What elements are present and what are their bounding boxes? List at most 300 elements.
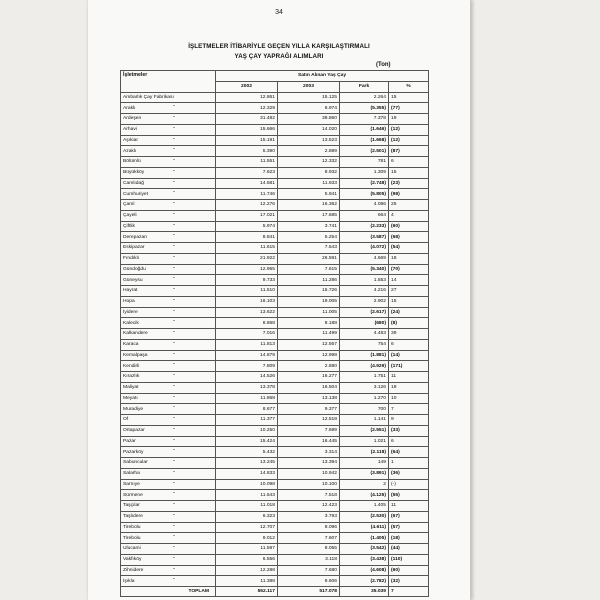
ditto-mark: " [173,126,175,132]
table-row [121,286,429,297]
row-value-fark: (2.530) [340,511,389,522]
ditto-mark: " [173,255,175,261]
row-value-fark: (5.355) [340,103,389,114]
row-name-cell [121,576,216,587]
row-name: İşıkla [123,578,135,584]
row-value-percent: (110) [389,554,429,565]
row-value-percent: (68) [389,232,429,243]
row-name: Pazarköy [123,449,144,455]
table-row [121,425,429,436]
row-value-percent: 11 [389,501,429,512]
total-row [121,587,429,597]
ditto-mark: " [173,309,175,315]
row-value-percent: (171) [389,361,429,372]
row-name: Araklı [123,105,136,111]
row-value-2003: 11.005 [278,307,340,318]
row-value-percent: (36) [389,468,429,479]
ditto-mark: " [173,234,175,240]
table-row [121,178,429,189]
row-name-cell [121,221,216,232]
row-value-2003: 12.518 [278,415,340,426]
row-value-fark: 4.086 [340,200,389,211]
table-row [121,458,429,469]
row-name: Kalecik [123,320,139,326]
header-2003: 2003 [278,81,340,92]
row-value-2003: 3.314 [278,447,340,458]
row-value-percent: (18) [389,533,429,544]
row-name-cell [121,103,216,114]
row-name: Kendirli [123,363,140,369]
row-name-cell [121,415,216,426]
row-value-2002: 5.974 [216,221,278,232]
ditto-mark: " [173,470,175,476]
row-value-2002: 10.250 [216,425,278,436]
row-name-cell [121,243,216,254]
row-value-fark: 1.751 [340,372,389,383]
ditto-mark: " [173,578,175,584]
row-name-cell [121,361,216,372]
row-name: Taşlıdere [123,514,143,520]
table-row [121,253,429,264]
document-page [88,0,471,600]
row-value-2002: 11.377 [216,415,278,426]
row-value-2002: 11.813 [216,339,278,350]
table-row [121,393,429,404]
row-value-2003: 12.567 [278,339,340,350]
row-value-fark: (1.405) [340,533,389,544]
row-name-cell [121,124,216,135]
row-value-fark: (4.125) [340,490,389,501]
ditto-mark: " [173,223,175,229]
row-name: Çiftlik [123,223,135,229]
row-name: Gündoğdu [123,266,146,272]
row-value-2002: 21.922 [216,253,278,264]
row-value-fark: (3.542) [340,544,389,555]
row-name-cell [121,200,216,211]
row-value-percent: (33) [389,425,429,436]
row-value-2003: 17.685 [278,210,340,221]
row-value-2002: 9.012 [216,533,278,544]
header-isletmeler: İşletmeler [121,71,216,93]
row-value-percent: (14) [389,350,429,361]
row-name-cell [121,404,216,415]
row-value-2002: 11.597 [216,544,278,555]
table-row [121,135,429,146]
row-value-fark: 1.309 [340,167,389,178]
row-name: Cumhuriyet [123,191,149,197]
total-label: TOPLAM [121,587,216,597]
row-value-2002: 17.021 [216,210,278,221]
row-name-cell [121,146,216,157]
row-value-2003: 19.005 [278,296,340,307]
row-value-2003: 3.793 [278,511,340,522]
row-value-percent: (44) [389,544,429,555]
table-row [121,210,429,221]
ditto-mark: " [173,503,175,508]
row-value-percent: 6 [389,157,429,168]
row-value-percent: 4 [389,210,429,221]
row-name: Ulucami [123,546,141,552]
row-value-2003: 7.518 [278,490,340,501]
row-name-cell [121,544,216,555]
row-value-2002: 8.868 [216,318,278,329]
ditto-mark: " [173,159,175,164]
row-value-percent: (60) [389,221,429,232]
row-value-2003: 16.445 [278,436,340,447]
row-value-fark: (3.891) [340,468,389,479]
row-value-fark: (2.551) [340,425,389,436]
row-value-percent: 39 [389,329,429,340]
row-name: Aşıkiar [123,137,138,143]
row-value-2002: 12.288 [216,565,278,576]
row-value-percent: (98) [389,189,429,200]
row-value-percent: (64) [389,447,429,458]
row-value-2003: 8.932 [278,167,340,178]
row-name-cell [121,157,216,168]
table-row [121,490,429,501]
ditto-mark: " [173,212,175,218]
table-row [121,92,429,103]
row-value-percent: (87) [389,146,429,157]
row-value-fark: (2.501) [340,146,389,157]
row-value-2002: 12.955 [216,264,278,275]
table-row [121,157,429,168]
row-value-2003: 5.254 [278,232,340,243]
row-value-2002: 14.833 [216,468,278,479]
row-name-cell [121,533,216,544]
ditto-mark: " [173,363,175,369]
table-row [121,350,429,361]
row-value-fark: (4.929) [340,361,389,372]
total-2003: 517.078 [278,587,340,597]
row-name: Kalkandere [123,331,148,337]
table-row [121,243,429,254]
row-value-percent: 15 [389,296,429,307]
row-value-2002: 12.329 [216,103,278,114]
table-row [121,103,429,114]
table-row [121,565,429,576]
table-row [121,436,429,447]
row-value-percent: 25 [389,200,429,211]
table-row [121,114,429,125]
row-name-cell [121,178,216,189]
row-value-percent: (77) [389,103,429,114]
table-row [121,415,429,426]
row-value-fark: (4.611) [340,522,389,533]
row-value-2003: 3.741 [278,221,340,232]
row-value-percent: (54) [389,243,429,254]
table-row [121,264,429,275]
ditto-mark: " [173,374,175,379]
row-value-fark: (3.438) [340,554,389,565]
row-value-2003: 2.880 [278,361,340,372]
table-row [121,511,429,522]
row-value-2002: 11.615 [216,243,278,254]
ditto-mark: " [173,180,175,186]
row-value-2003: 12.423 [278,501,340,512]
row-value-fark: 664 [340,210,389,221]
row-value-percent: 6 [389,436,429,447]
row-value-percent: 11 [389,372,429,383]
row-name-cell [121,501,216,512]
row-name-cell [121,167,216,178]
row-value-2003: 13.394 [278,458,340,469]
row-value-2002: 16.103 [216,296,278,307]
row-name-cell [121,264,216,275]
table-row [121,307,429,318]
ditto-mark: " [173,438,175,444]
ditto-mark: " [173,298,175,304]
row-value-2002: 11.551 [216,157,278,168]
table-row [121,554,429,565]
row-name-cell [121,393,216,404]
row-name: Hayrat [123,288,138,294]
row-value-fark: 1.553 [340,275,389,286]
row-name: Arhavi [123,127,137,133]
row-value-percent: 27 [389,286,429,297]
row-value-2003: 16.504 [278,382,340,393]
row-value-2003: 8.188 [278,318,340,329]
row-name-cell [121,511,216,522]
header-percent: % [389,81,429,92]
ditto-mark: " [173,395,175,401]
row-name: Çaml [123,202,135,208]
row-value-2002: 15.424 [216,436,278,447]
row-name-cell [121,329,216,340]
row-name: Derepazarı [123,234,148,240]
table-row [121,189,429,200]
row-value-2003: 2.889 [278,146,340,157]
row-value-2002: 5.432 [216,447,278,458]
row-name-cell [121,210,216,221]
row-name: Zihnidere [123,567,144,573]
tea-purchase-table [120,70,429,597]
row-name: Taşçılar [123,503,140,509]
row-value-2002: 12.861 [216,92,278,103]
row-value-fark: (5.340) [340,264,389,275]
row-name-cell [121,232,216,243]
table-row [121,146,429,157]
row-value-2003: 10.100 [278,479,340,490]
row-value-fark: 781 [340,157,389,168]
row-value-fark: (1.881) [340,350,389,361]
ditto-mark: " [173,245,175,250]
table-row [121,382,429,393]
row-value-fark: 4.483 [340,329,389,340]
row-name-cell [121,296,216,307]
row-value-2002: 6.323 [216,511,278,522]
row-value-fark: 1.405 [340,501,389,512]
row-value-percent: (70) [389,264,429,275]
row-value-2003: 26.591 [278,253,340,264]
row-name-cell [121,425,216,436]
row-value-2003: 6.974 [278,103,340,114]
row-value-2003: 16.362 [278,200,340,211]
row-value-fark: (5.805) [340,189,389,200]
row-name: Maliyat [123,385,139,391]
row-value-2003: 16.277 [278,372,340,383]
table-row [121,533,429,544]
row-value-fark: 1.270 [340,393,389,404]
row-name-cell [121,436,216,447]
row-name: Büyükköy [123,170,145,176]
table-title-line-1: İŞLETMELER İTİBARİYLE GEÇEN YILLA KARŞILAŞTIRMALI [188,43,370,50]
row-name-cell [121,447,216,458]
row-value-2002: 15.666 [216,124,278,135]
table-row [121,339,429,350]
row-value-2003: 10.942 [278,468,340,479]
total-fark: 35.039 [340,587,389,597]
row-name: Camlıdağ [123,180,144,186]
row-value-2002: 7.623 [216,167,278,178]
table-row [121,479,429,490]
ditto-mark: " [173,320,175,326]
row-value-2003: 8.055 [278,544,340,555]
row-name-cell [121,458,216,469]
row-name-cell [121,92,216,103]
row-value-2002: 15.191 [216,135,278,146]
row-value-fark: (3.587) [340,232,389,243]
ditto-mark: " [173,460,175,465]
row-value-percent: (67) [389,511,429,522]
ditto-mark: " [173,524,175,530]
row-value-fark: (4.072) [340,243,389,254]
row-value-2002: 11.018 [216,501,278,512]
ditto-mark: " [173,341,175,347]
table-row [121,221,429,232]
row-name: Karaca [123,342,139,348]
row-value-percent: (8) [389,318,429,329]
row-value-percent: 18 [389,253,429,264]
row-value-2002: 13.378 [216,382,278,393]
row-name: Güneysu [123,277,143,283]
row-name: Of [123,417,129,423]
row-name-cell [121,522,216,533]
table-title-line-2: YAŞ ÇAY YAPRAĞI ALIMLARI [234,53,324,60]
row-value-2003: 11.499 [278,329,340,340]
row-value-2002: 14.681 [216,178,278,189]
row-value-2002: 14.879 [216,350,278,361]
row-value-2002: 11.643 [216,490,278,501]
ditto-mark: " [173,202,175,207]
row-value-fark: 700 [340,404,389,415]
row-name-cell [121,275,216,286]
row-value-2002: 11.510 [216,286,278,297]
table-row [121,576,429,587]
ditto-mark: " [173,535,175,541]
row-value-percent: 9 [389,415,429,426]
row-value-fark: (1.668) [340,135,389,146]
row-value-2002: 13.622 [216,307,278,318]
ditto-mark: " [173,331,175,336]
row-value-2003: 8.096 [278,522,340,533]
ditto-mark: " [173,384,175,390]
row-value-percent: (23) [389,178,429,189]
row-value-percent: (60) [389,565,429,576]
row-value-2003: 7.699 [278,425,340,436]
row-value-2003: 11.286 [278,275,340,286]
row-name-cell [121,318,216,329]
table-row [121,404,429,415]
ditto-mark: " [173,492,175,498]
unit-label: (Ton) [376,62,391,68]
row-value-fark: 2 [340,479,389,490]
table-row [121,124,429,135]
row-value-2003: 9.377 [278,404,340,415]
row-name-cell [121,479,216,490]
row-name-cell [121,468,216,479]
row-value-percent: (12) [389,124,429,135]
row-name-cell [121,372,216,383]
row-value-2002: 31.482 [216,114,278,125]
row-value-fark: 149 [340,458,389,469]
row-value-percent: (57) [389,522,429,533]
header-fark: Fark [340,81,389,92]
table-row [121,275,429,286]
row-name: Salarha [123,471,140,477]
row-value-percent: (32) [389,576,429,587]
row-value-percent: 19 [389,382,429,393]
row-value-2002: 8.677 [216,404,278,415]
row-value-percent: 1 [389,458,429,469]
row-name-cell [121,554,216,565]
header-group: Satın Alınan Yaş Çay [216,71,429,82]
row-value-2002: 10.098 [216,479,278,490]
ditto-mark: " [173,427,175,433]
row-name-cell [121,253,216,264]
row-value-2003: 12.332 [278,157,340,168]
header-2002: 2002 [216,81,278,92]
table-row [121,361,429,372]
row-value-2002: 8.841 [216,232,278,243]
row-value-fark: (2.782) [340,576,389,587]
row-name: İyidere [123,309,138,315]
row-name: Çayeli [123,213,137,219]
row-name-cell [121,286,216,297]
table-row [121,468,429,479]
row-name: Bölümlü [123,159,141,165]
ditto-mark: " [173,277,175,283]
row-name: Tirebolu [123,524,141,530]
row-value-percent: 10 [389,393,429,404]
row-value-fark: 1.141 [340,415,389,426]
row-value-2003: 7.543 [278,243,340,254]
row-value-2003: 3.118 [278,554,340,565]
ditto-mark: " [173,352,175,358]
page-number: 34 [275,9,283,16]
ditto-mark: " [173,513,175,519]
row-value-2003: 13.523 [278,135,340,146]
row-name: Ardeşen [123,116,142,122]
row-value-2003: 14.020 [278,124,340,135]
table-row [121,200,429,211]
row-value-fark: (2.233) [340,221,389,232]
ditto-mark: " [173,449,175,455]
ditto-mark: " [173,105,175,111]
row-value-2003: 12.998 [278,350,340,361]
row-name: Kemalpaşa [123,352,148,358]
ditto-mark: " [173,266,175,272]
table-row [121,232,429,243]
row-value-2002: 9.733 [216,275,278,286]
table-row [121,372,429,383]
row-name-cell [121,339,216,350]
ditto-mark: " [173,288,175,293]
row-value-2002: 13.245 [216,458,278,469]
table-row [121,544,429,555]
row-name: Kırazlık [123,374,140,380]
row-value-fark: (2.617) [340,307,389,318]
